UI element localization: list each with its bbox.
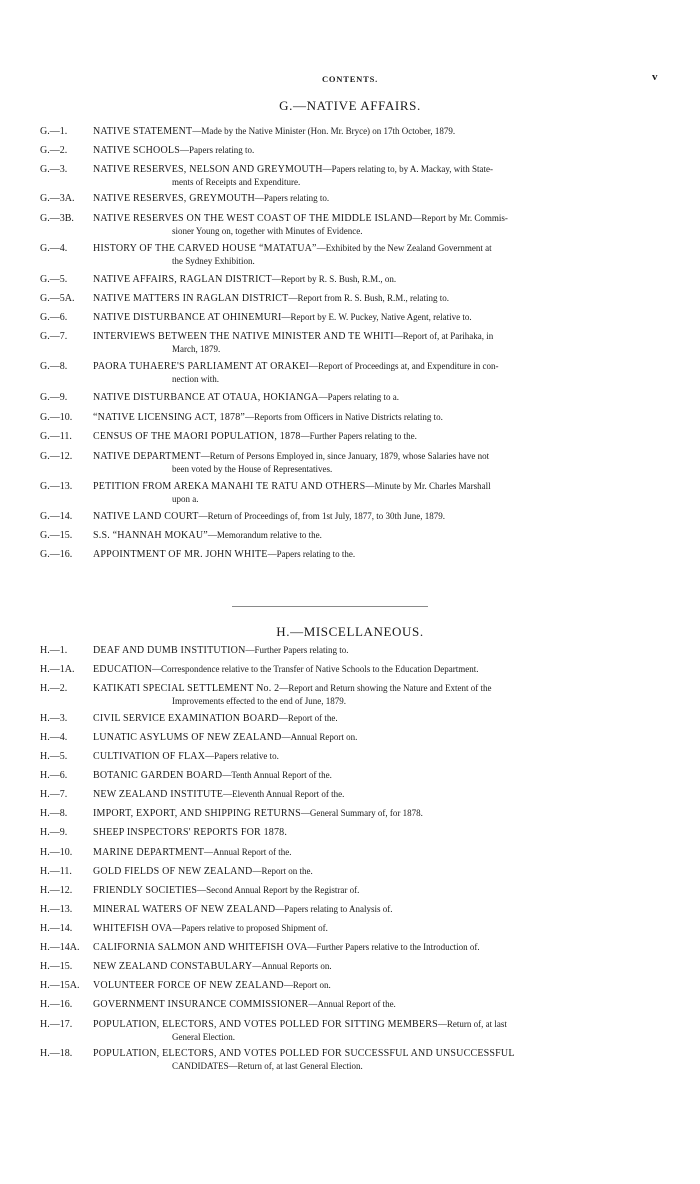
entry-description bbox=[93, 548, 621, 561]
entry-heading: LUNATIC ASYLUMS OF NEW ZEALAND bbox=[93, 732, 282, 743]
entry-heading: NATIVE SCHOOLS bbox=[93, 145, 180, 156]
entry-heading: “NATIVE LICENSING ACT, 1878” bbox=[93, 412, 246, 423]
entry-description bbox=[93, 807, 621, 820]
entry-heading: NATIVE AFFAIRS, RAGLAN DISTRICT bbox=[93, 274, 272, 285]
entry-code: H.—16. bbox=[40, 999, 73, 1010]
entry-code: H.—11. bbox=[40, 866, 72, 877]
entry-description bbox=[93, 510, 621, 523]
entry-detail: —Papers relating to a. bbox=[318, 392, 400, 402]
entry-description bbox=[93, 192, 621, 205]
entry-detail: —Report on. bbox=[283, 980, 331, 990]
entry-continuation: CANDIDATES—Return of, at last General Election. bbox=[172, 1061, 363, 1071]
entry-description bbox=[93, 682, 621, 708]
entry-detail: —General Summary of, for 1878. bbox=[300, 808, 423, 818]
entry-heading: NATIVE DEPARTMENT bbox=[93, 451, 201, 462]
entry-heading: KATIKATI SPECIAL SETTLEMENT No. 2 bbox=[93, 683, 280, 694]
entry-code: H.—17. bbox=[40, 1019, 73, 1030]
entry-detail: —Return of Persons Employed in, since January, 1879, whose Salaries have not bbox=[200, 451, 490, 461]
entry-heading: NATIVE RESERVES ON THE WEST COAST OF THE MIDDLE ISLAND bbox=[93, 213, 413, 224]
entry-code: H.—15A. bbox=[40, 980, 80, 991]
entry-description bbox=[93, 311, 621, 324]
entry-description bbox=[93, 292, 621, 305]
entry-code: H.—1. bbox=[40, 645, 68, 656]
entry-heading: VOLUNTEER FORCE OF NEW ZEALAND bbox=[93, 980, 284, 991]
entry-description bbox=[93, 330, 621, 356]
entry-code: G.—15. bbox=[40, 530, 73, 541]
entry-detail: —Papers relating to. bbox=[179, 145, 255, 155]
entry-detail: —Papers relating to. bbox=[254, 193, 330, 203]
entry-detail: —Made by the Native Minister (Hon. Mr. Bryce) on 17th October, 1879. bbox=[192, 126, 456, 136]
entry-heading: NATIVE RESERVES, GREYMOUTH bbox=[93, 193, 255, 204]
entry-description bbox=[93, 865, 621, 878]
entry-continuation: been voted by the House of Representatives. bbox=[172, 464, 333, 474]
entry-heading: NATIVE MATTERS IN RAGLAN DISTRICT bbox=[93, 293, 289, 304]
entry-heading: WHITEFISH OVA bbox=[93, 923, 173, 934]
entry-code: H.—10. bbox=[40, 847, 73, 858]
entry-detail: —Annual Report of the. bbox=[308, 999, 396, 1009]
entry-description bbox=[93, 903, 621, 916]
entry-description bbox=[93, 1018, 621, 1044]
entry-detail: —Tenth Annual Report of the. bbox=[222, 770, 332, 780]
entry-description bbox=[93, 360, 621, 386]
entry-heading: NATIVE LAND COURT bbox=[93, 511, 199, 522]
entry-heading: SHEEP INSPECTORS' REPORTS FOR 1878. bbox=[93, 827, 288, 838]
entry-description bbox=[93, 144, 621, 157]
entry-description bbox=[93, 846, 621, 859]
entry-description bbox=[93, 826, 621, 839]
entry-description bbox=[93, 273, 621, 286]
entry-heading: NATIVE DISTURBANCE AT OHINEMURI bbox=[93, 312, 282, 323]
entry-detail: —Memorandum relative to the. bbox=[207, 530, 322, 540]
entry-code: H.—8. bbox=[40, 808, 68, 819]
entry-code: H.—7. bbox=[40, 789, 68, 800]
entry-code: G.—14. bbox=[40, 511, 73, 522]
entry-code: G.—9. bbox=[40, 392, 68, 403]
entry-code: G.—2. bbox=[40, 145, 68, 156]
entry-detail: —Report of Proceedings at, and Expenditure in con- bbox=[309, 361, 499, 371]
entry-code: G.—1. bbox=[40, 126, 68, 137]
entry-detail: —Papers relating to Analysis of. bbox=[275, 904, 393, 914]
entry-code: H.—9. bbox=[40, 827, 68, 838]
entry-description bbox=[93, 1047, 621, 1073]
entry-description bbox=[93, 769, 621, 782]
entry-description bbox=[93, 430, 621, 443]
entry-detail: —Correspondence relative to the Transfer of Native Schools to the Education Department. bbox=[152, 664, 479, 674]
entry-heading: MARINE DEPARTMENT bbox=[93, 847, 205, 858]
entry-detail: —Report from R. S. Bush, R.M., relating to. bbox=[288, 293, 449, 303]
entry-detail: —Papers relating to, by A. Mackay, with State- bbox=[322, 164, 494, 174]
entry-description bbox=[93, 979, 621, 992]
entry-heading: APPOINTMENT OF MR. JOHN WHITE bbox=[93, 549, 268, 560]
entry-detail: —Further Papers relating to the. bbox=[300, 431, 417, 441]
entry-detail: —Exhibited by the New Zealand Government at bbox=[316, 243, 492, 253]
entry-description bbox=[93, 731, 621, 744]
section-title-miscellaneous: H.—MISCELLANEOUS. bbox=[276, 624, 424, 639]
entry-heading: POPULATION, ELECTORS, AND VOTES POLLED FOR SITTING MEMBERS bbox=[93, 1019, 438, 1030]
entry-detail: —Return of Proceedings of, from 1st July, 1877, to 30th June, 1879. bbox=[198, 511, 445, 521]
entry-description bbox=[93, 450, 621, 476]
entry-description bbox=[93, 644, 621, 657]
entry-heading: CIVIL SERVICE EXAMINATION BOARD bbox=[93, 713, 279, 724]
section-divider bbox=[232, 606, 428, 607]
entry-code: G.—7. bbox=[40, 331, 68, 342]
entry-code: H.—15. bbox=[40, 961, 73, 972]
entry-detail: —Report of, at Parihaka, in bbox=[393, 331, 494, 341]
entry-description bbox=[93, 242, 621, 268]
entry-description bbox=[93, 884, 621, 897]
entry-description bbox=[93, 391, 621, 404]
entry-code: H.—4. bbox=[40, 732, 68, 743]
entry-heading: HISTORY OF THE CARVED HOUSE “MATATUA” bbox=[93, 243, 317, 254]
page-number: v bbox=[652, 71, 658, 83]
entry-code: H.—1A. bbox=[40, 664, 75, 675]
entry-heading: GOVERNMENT INSURANCE COMMISSIONER bbox=[93, 999, 309, 1010]
entry-description bbox=[93, 960, 621, 973]
entry-code: G.—5A. bbox=[40, 293, 75, 304]
entry-description bbox=[93, 212, 621, 238]
entry-detail: —Report of the. bbox=[278, 713, 338, 723]
entry-heading: PETITION FROM AREKA MANAHI TE RATU AND OTHERS bbox=[93, 481, 366, 492]
entry-description bbox=[93, 788, 621, 801]
entry-heading: IMPORT, EXPORT, AND SHIPPING RETURNS bbox=[93, 808, 301, 819]
entry-detail: —Report by E. W. Puckey, Native Agent, relative to. bbox=[281, 312, 472, 322]
running-head: CONTENTS. bbox=[321, 74, 379, 84]
entry-heading: DEAF AND DUMB INSTITUTION bbox=[93, 645, 246, 656]
entry-heading: EDUCATION bbox=[93, 664, 153, 675]
entry-continuation: Improvements effected to the end of June, 1879. bbox=[172, 696, 347, 706]
entry-description bbox=[93, 922, 621, 935]
entry-code: G.—12. bbox=[40, 451, 73, 462]
entry-code: G.—3B. bbox=[40, 213, 74, 224]
entry-code: G.—6. bbox=[40, 312, 68, 323]
entry-heading: NEW ZEALAND INSTITUTE bbox=[93, 789, 224, 800]
entry-detail: —Second Annual Report by the Registrar of. bbox=[197, 885, 360, 895]
entry-heading: FRIENDLY SOCIETIES bbox=[93, 885, 198, 896]
entry-code: G.—5. bbox=[40, 274, 68, 285]
entry-continuation: the Sydney Exhibition. bbox=[172, 256, 255, 266]
entry-continuation: March, 1879. bbox=[172, 344, 221, 354]
entry-code: G.—11. bbox=[40, 431, 72, 442]
entry-heading: BOTANIC GARDEN BOARD bbox=[93, 770, 223, 781]
entry-heading: POPULATION, ELECTORS, AND VOTES POLLED FOR SUCCESSFUL AND UNSUCCESSFUL bbox=[93, 1048, 515, 1059]
entry-description bbox=[93, 998, 621, 1011]
entry-code: H.—18. bbox=[40, 1048, 73, 1059]
entry-detail: —Report by Mr. Commis- bbox=[412, 213, 508, 223]
entry-code: H.—12. bbox=[40, 885, 73, 896]
entry-heading: INTERVIEWS BETWEEN THE NATIVE MINISTER AND TE WHITI bbox=[93, 331, 394, 342]
entry-description bbox=[93, 712, 621, 725]
entry-code: G.—10. bbox=[40, 412, 73, 423]
entry-detail: —Return of, at last bbox=[437, 1019, 507, 1029]
entry-detail: —Further Papers relative to the Introduction of. bbox=[307, 942, 480, 952]
entry-description bbox=[93, 750, 621, 763]
entry-description bbox=[93, 411, 621, 424]
entry-code: H.—2. bbox=[40, 683, 68, 694]
entry-heading: NATIVE DISTURBANCE AT OTAUA, HOKIANGA bbox=[93, 392, 319, 403]
entry-code: H.—6. bbox=[40, 770, 68, 781]
entry-continuation: ments of Receipts and Expenditure. bbox=[172, 177, 301, 187]
entry-heading: CULTIVATION OF FLAX bbox=[93, 751, 206, 762]
entry-detail: —Papers relative to. bbox=[205, 751, 279, 761]
entry-code: H.—14. bbox=[40, 923, 73, 934]
entry-code: G.—13. bbox=[40, 481, 73, 492]
entry-detail: —Report and Return showing the Nature and Extent of the bbox=[279, 683, 492, 693]
entry-detail: —Eleventh Annual Report of the. bbox=[223, 789, 345, 799]
entry-description bbox=[93, 941, 621, 954]
entry-heading: CENSUS OF THE MAORI POPULATION, 1878 bbox=[93, 431, 301, 442]
section-title-native-affairs: G.—NATIVE AFFAIRS. bbox=[279, 98, 421, 113]
entry-heading: NEW ZEALAND CONSTABULARY bbox=[93, 961, 253, 972]
entry-heading: PAORA TUHAERE'S PARLIAMENT AT ORAKEI bbox=[93, 361, 310, 372]
entry-heading: S.S. “HANNAH MOKAU” bbox=[93, 530, 208, 541]
entry-code: H.—3. bbox=[40, 713, 68, 724]
entry-code: G.—8. bbox=[40, 361, 68, 372]
entry-description bbox=[93, 663, 621, 676]
entry-heading: MINERAL WATERS OF NEW ZEALAND bbox=[93, 904, 276, 915]
entry-continuation: nection with. bbox=[172, 374, 219, 384]
entry-detail: —Minute by Mr. Charles Marshall bbox=[365, 481, 491, 491]
entry-description bbox=[93, 529, 621, 542]
entry-code: G.—3A. bbox=[40, 193, 75, 204]
entry-detail: —Further Papers relating to. bbox=[245, 645, 349, 655]
entry-continuation: upon a. bbox=[172, 494, 199, 504]
entry-detail: —Report by R. S. Bush, R.M., on. bbox=[271, 274, 397, 284]
entry-code: H.—13. bbox=[40, 904, 73, 915]
entry-detail: —Annual Report on. bbox=[281, 732, 358, 742]
entry-description bbox=[93, 163, 621, 189]
entry-detail: —Annual Report of the. bbox=[204, 847, 292, 857]
entry-code: G.—4. bbox=[40, 243, 68, 254]
entry-detail: —Papers relative to proposed Shipment of. bbox=[172, 923, 328, 933]
entry-description bbox=[93, 125, 621, 138]
entry-continuation: General Election. bbox=[172, 1032, 235, 1042]
entry-detail: —Annual Reports on. bbox=[252, 961, 332, 971]
entry-code: G.—16. bbox=[40, 549, 73, 560]
entry-detail: —Reports from Officers in Native Districts relating to. bbox=[245, 412, 443, 422]
entry-heading: NATIVE RESERVES, NELSON AND GREYMOUTH bbox=[93, 164, 323, 175]
entry-detail: —Report on the. bbox=[252, 866, 313, 876]
entry-code: H.—5. bbox=[40, 751, 68, 762]
entry-code: G.—3. bbox=[40, 164, 68, 175]
entry-code: H.—14A. bbox=[40, 942, 80, 953]
entry-description bbox=[93, 480, 621, 506]
entry-detail: —Papers relating to the. bbox=[267, 549, 356, 559]
entry-heading: NATIVE STATEMENT bbox=[93, 126, 193, 137]
entry-continuation: sioner Young on, together with Minutes of Evidence. bbox=[172, 226, 363, 236]
entry-heading: CALIFORNIA SALMON AND WHITEFISH OVA bbox=[93, 942, 308, 953]
entry-heading: GOLD FIELDS OF NEW ZEALAND bbox=[93, 866, 253, 877]
